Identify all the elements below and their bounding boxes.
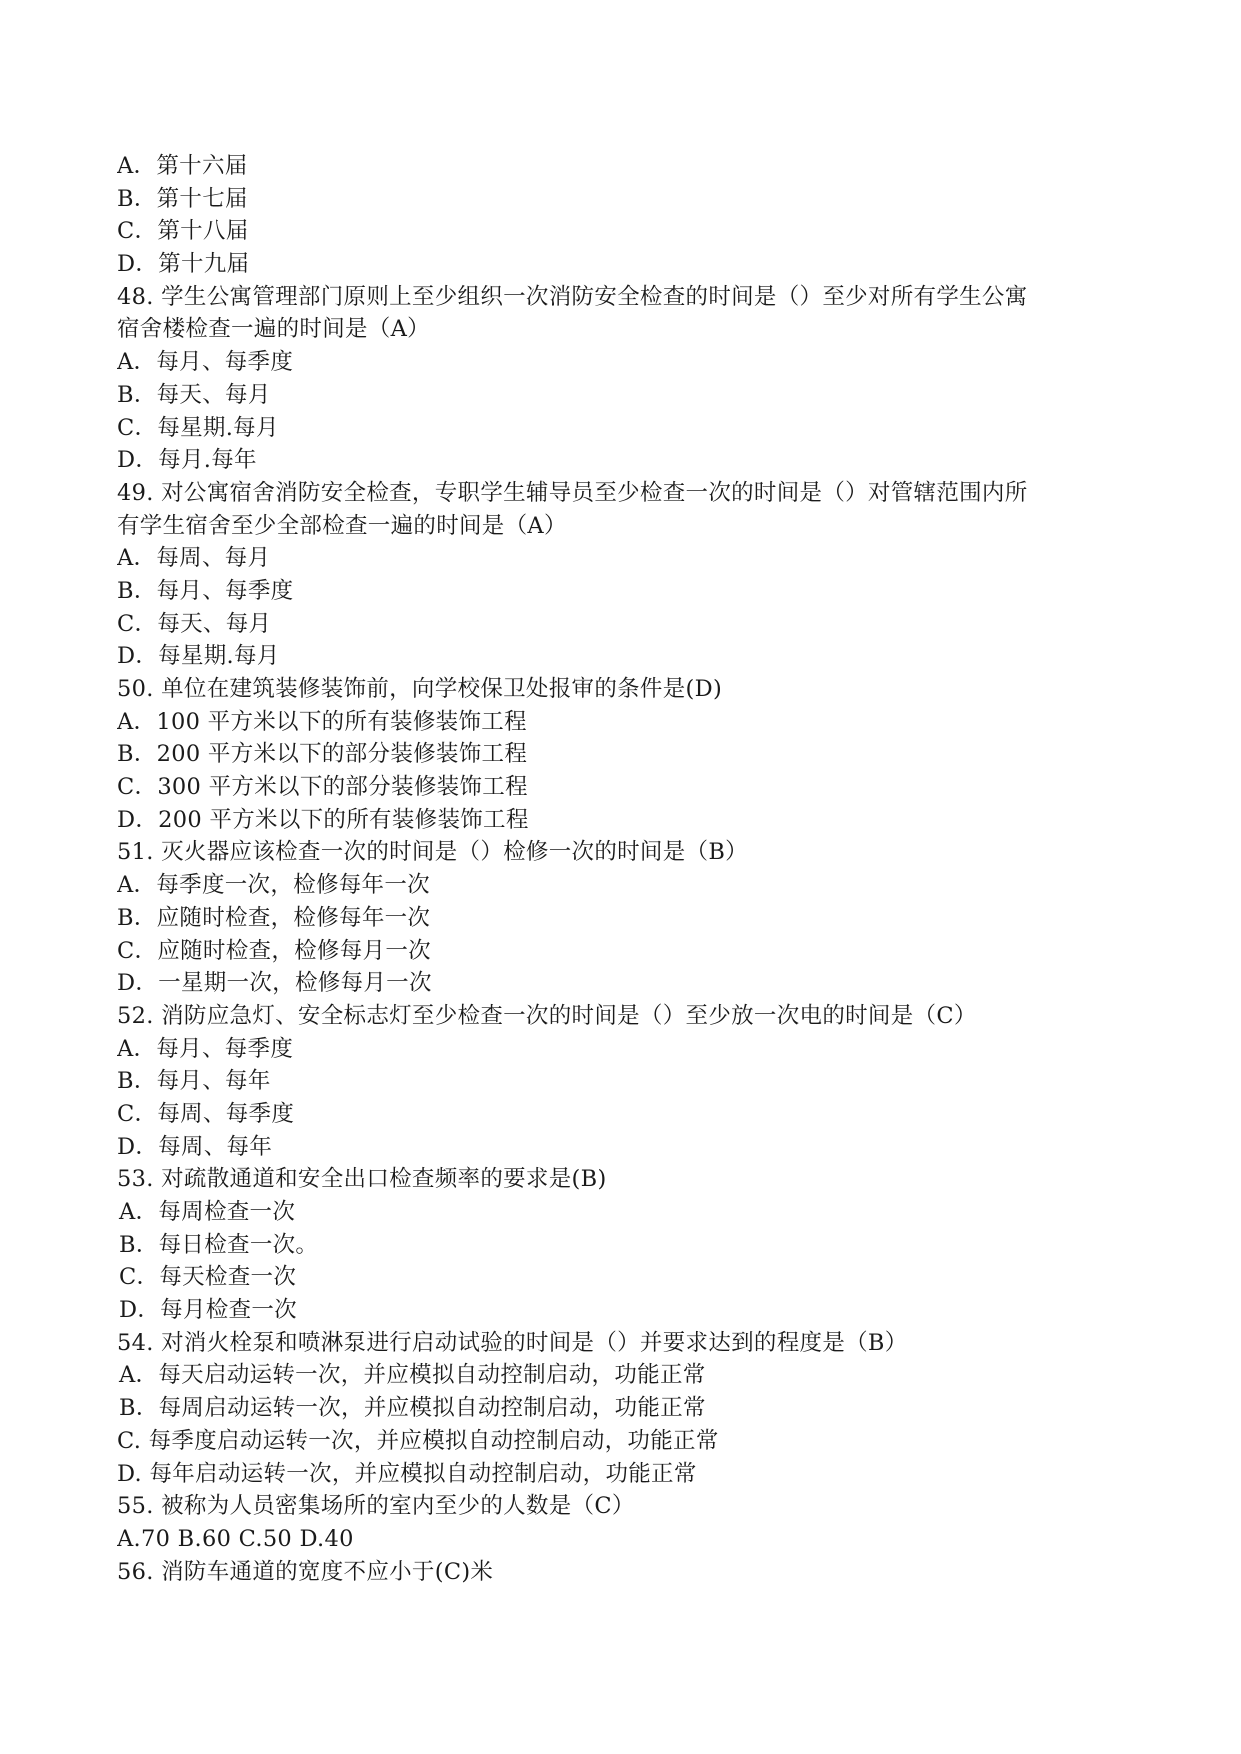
- question-54: 54. 对消火栓泵和喷淋泵进行启动试验的时间是（）并要求达到的程度是（B）: [117, 1329, 908, 1356]
- question-52: 52. 消防应急灯、安全标志灯至少检查一次的时间是（）至少放一次电的时间是（C）: [117, 1002, 977, 1029]
- text-line: A．每周、每月: [117, 545, 271, 572]
- text-line: 有学生宿舍至少全部检查一遍的时间是（A）: [117, 512, 567, 539]
- text-line: D．每周、每年: [117, 1133, 273, 1160]
- text-line: A．每季度一次，检修每年一次: [117, 872, 430, 899]
- text-line: A．每月、每季度: [117, 1035, 294, 1062]
- question-49: 49. 对公寓宿舍消防安全检查，专职学生辅导员至少检查一次的时间是（）对管辖范围内所: [117, 479, 1028, 506]
- text-line: D．每月检查一次: [119, 1297, 297, 1324]
- text-line: 宿舍楼检查一遍的时间是（A）: [117, 316, 430, 343]
- text-line: B．第十七届: [117, 185, 248, 212]
- text-line: C．每天检查一次: [119, 1264, 297, 1291]
- text-line: B．应随时检查，检修每年一次: [117, 904, 431, 931]
- text-line: C. 每季度启动运转一次，并应模拟自动控制启动，功能正常: [117, 1427, 719, 1454]
- text-line: A．每周检查一次: [119, 1199, 296, 1225]
- text-line: A．第十六届: [117, 153, 248, 179]
- text-line: B．每日检查一次。: [119, 1231, 319, 1258]
- question-50: 50. 单位在建筑装修装饰前，向学校保卫处报审的条件是(D): [117, 676, 723, 702]
- text-line: D．每月.每年: [117, 447, 257, 474]
- question-53: 53. 对疏散通道和安全出口检查频率的要求是(B): [117, 1166, 607, 1193]
- text-line: C．每天、每月: [117, 610, 272, 637]
- question-51: 51. 灭火器应该检查一次的时间是（）检修一次的时间是（B）: [117, 839, 748, 866]
- text-line: B．每天、每月: [117, 381, 271, 408]
- text-line: A．每天启动运转一次，并应模拟自动控制启动，功能正常: [119, 1362, 706, 1389]
- text-line: D．一星期一次，检修每月一次: [117, 970, 432, 997]
- text-line: A．每月、每季度: [117, 349, 294, 376]
- text-line: C．每周、每季度: [117, 1100, 295, 1127]
- text-line: B．每月、每季度: [117, 577, 294, 604]
- question-56: 56. 消防车通道的宽度不应小于(C)米: [117, 1558, 494, 1585]
- question-48: 48. 学生公寓管理部门原则上至少组织一次消防安全检查的时间是（）至少对所有学生公寓: [117, 283, 1028, 310]
- question-55: 55. 被称为人员密集场所的室内至少的人数是（C）: [117, 1493, 635, 1520]
- text-line: C．300 平方米以下的部分装修装饰工程: [117, 774, 528, 801]
- text-line: C．应随时检查，检修每月一次: [117, 937, 431, 964]
- text-line: B．200 平方米以下的部分装修装饰工程: [117, 741, 528, 768]
- text-line: C．每星期.每月: [117, 414, 279, 441]
- text-line: C．第十八届: [117, 218, 249, 245]
- text-line: D．第十九届: [117, 251, 250, 278]
- text-line: D．每星期.每月: [117, 643, 280, 670]
- text-line: B．每周启动运转一次，并应模拟自动控制启动，功能正常: [119, 1395, 706, 1422]
- text-line: D. 每年启动运转一次，并应模拟自动控制启动，功能正常: [117, 1460, 697, 1487]
- text-line: D．200 平方米以下的所有装修装饰工程: [117, 806, 529, 833]
- text-line: B．每月、每年: [117, 1068, 271, 1095]
- text-line: A．100 平方米以下的所有装修装饰工程: [117, 708, 527, 735]
- document-body: [117, 150, 1127, 1588]
- text-line: A.70 B.60 C.50 D.40: [117, 1525, 354, 1552]
